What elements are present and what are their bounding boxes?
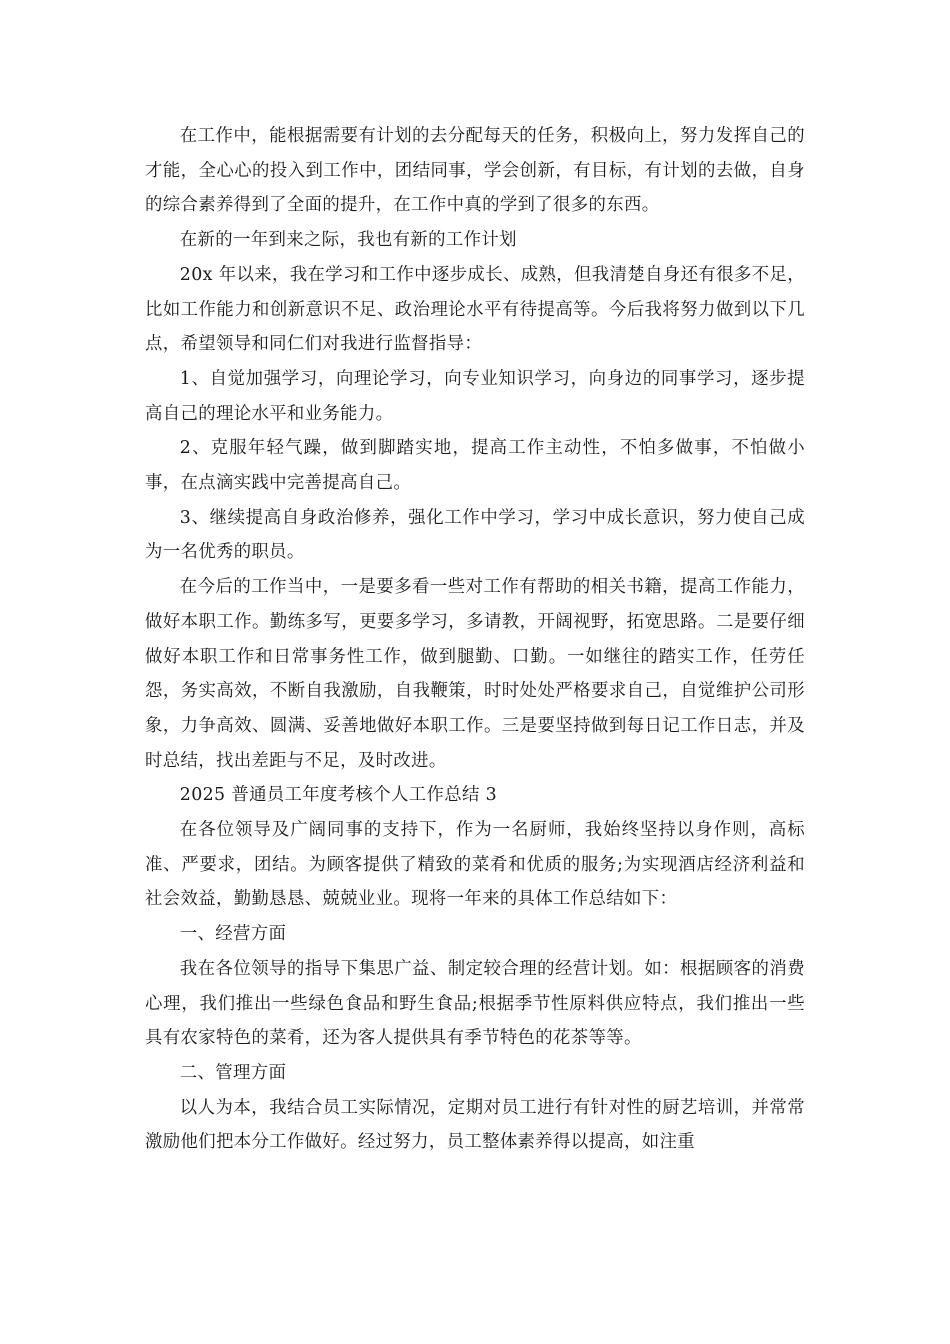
paragraph-operations: 我在各位领导的指导下集思广益、制定较合理的经营计划。如：根据顾客的消费心理，我们推出一些绿色食品和野生食品;根据季节性原料供应特点，我们推出一些具有农家特色的菜肴，还为客人提供具有季节特色的花茶等等。 (145, 958, 805, 1049)
paragraph-future-work: 在今后的工作当中，一是要多看一些对工作有帮助的相关书籍，提高工作能力，做好本职工作。勤练多写，更要多学习，多请教，开阔视野，拓宽思路。二是要仔细做好本职工作和日常事务性工作，做到腿勤、口勤。一如继往的踏实工作，任劳任怨，务实高效，不断自我激励，自我鞭策，时时处处严格要求自己，自觉维护公司形象，力争高效、圆满、妥善地做好本职工作。三是要坚持做到每日记工作日志，并及时总结，找出差距与不足，及时改进。 (145, 577, 805, 771)
section-heading-summary-3: 2025 普通员工年度考核个人工作总结 3 (179, 785, 497, 806)
list-item-1: 1、自觉加强学习，向理论学习，向专业知识学习，向身边的同事学习，逐步提高自己的理论水平和业务能力。 (145, 368, 805, 424)
section-heading-operations: 一、经营方面 (179, 924, 287, 945)
paragraph-management: 以人为本，我结合员工实际情况，定期对员工进行有针对性的厨艺培训，并常常激励他们把本分工作做好。经过努力，员工整体素养得以提高，如注重 (145, 1097, 805, 1153)
paragraph-growth: 20x 年以来，我在学习和工作中逐步成长、成熟，但我清楚自身还有很多不足，比如工作能力和创新意识不足、政治理论水平有待提高等。今后我将努力做到以下几点，希望领导和同仁们对我进行监督指导： (145, 264, 805, 355)
paragraph-new-year-plan: 在新的一年到来之际，我也有新的工作计划 (179, 230, 517, 251)
list-item-3: 3、继续提高自身政治修养，强化工作中学习，学习中成长意识，努力使自己成为一名优秀的职员。 (145, 507, 805, 563)
list-item-2: 2、克服年轻气躁，做到脚踏实地，提高工作主动性，不怕多做事，不怕做小事，在点滴实践中完善提高自己。 (145, 438, 805, 494)
paragraph-work-summary: 在工作中，能根据需要有计划的去分配每天的任务，积极向上，努力发挥自己的才能，全心心的投入到工作中，团结同事，学会创新，有目标，有计划的去做，自身的综合素养得到了全面的提升，在工作中真的学到了很多的东西。 (145, 126, 805, 216)
paragraph-chef-intro: 在各位领导及广阔同事的支持下，作为一名厨师，我始终坚持以身作则，高标准、严要求，团结。为顾客提供了精致的菜肴和优质的服务;为实现酒店经济利益和社会效益，勤勤恳恳、兢兢业业。现将一年来的具体工作总结如下： (145, 820, 805, 910)
section-heading-management: 二、管理方面 (179, 1062, 287, 1083)
document-body (145, 119, 805, 1160)
